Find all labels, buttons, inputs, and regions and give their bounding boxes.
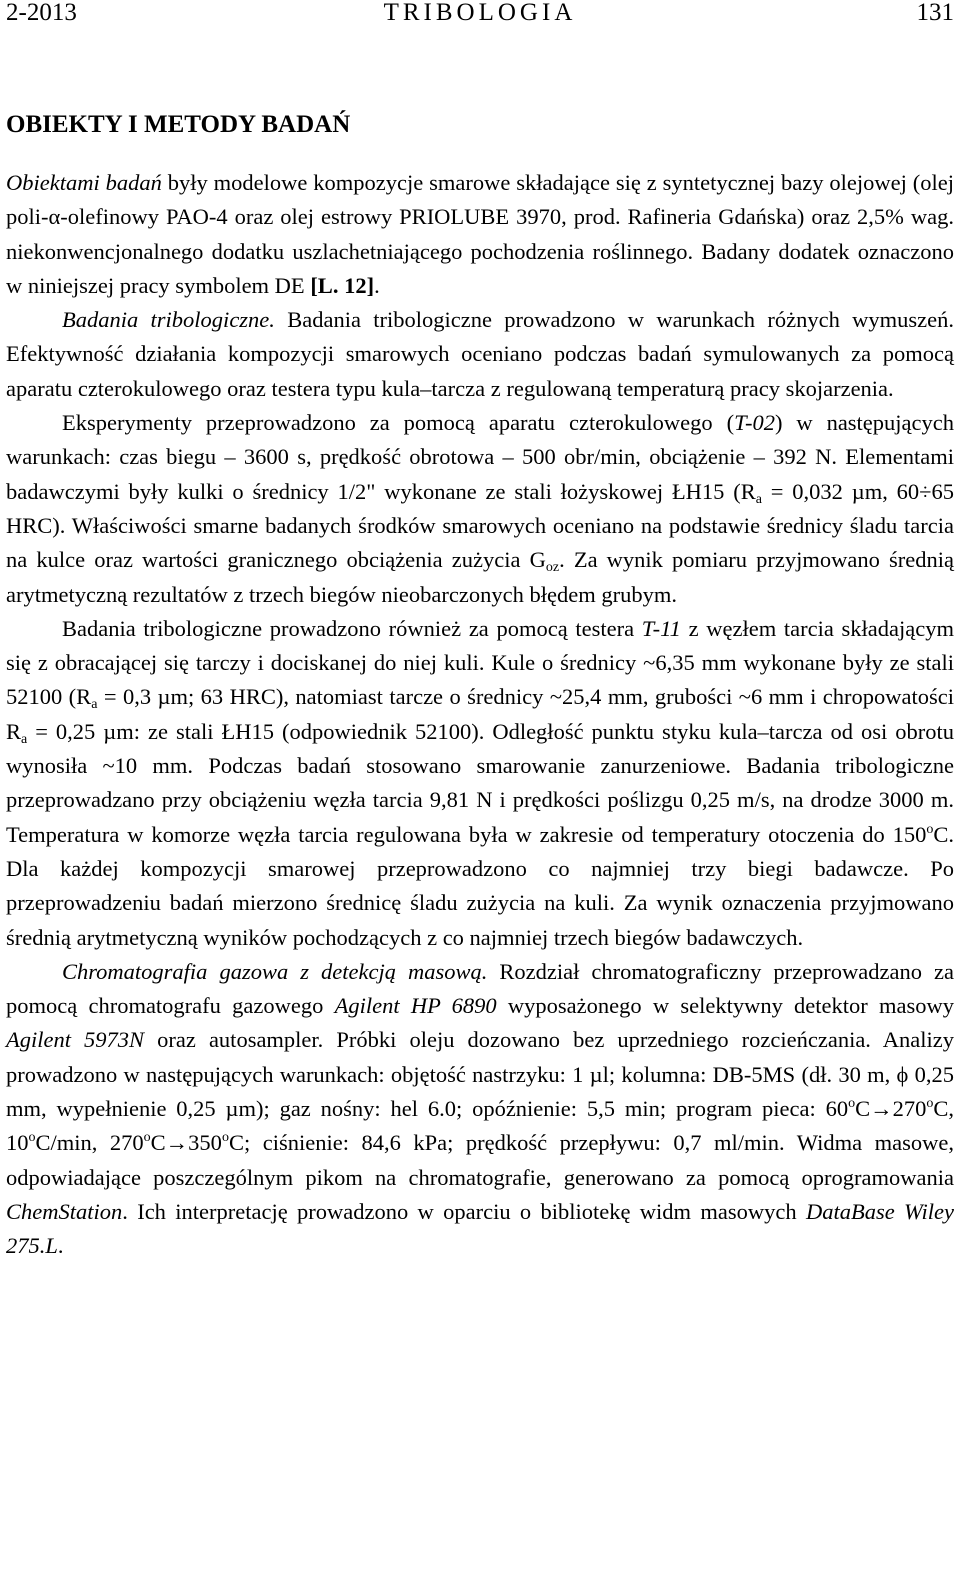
paragraph-objects: Obiektami badań były modelowe kompozycje smarowe składające się z syntetycznej bazy olejowej (olej poli-α-olefinowy PAO-4 oraz olej estrowy PRIOLUBE 3970, prod. Rafineria Gdańska) oraz 2,5% wag. niekonwencjonalnego dodatku uszlachetniającego pochodzenia roślinnego. Badany dodatek oznaczono w niniejszej pracy symbolem DE [L. 12]. bbox=[6, 170, 954, 298]
journal-name: TRIBOLOGIA bbox=[383, 0, 577, 26]
paragraph-lead: Chromatografia gazowa z detekcją masową. bbox=[62, 958, 488, 984]
paragraph-four-ball-tests: Eksperymenty przeprowadzono za pomocą aparatu czterokulowego (T-02) w następujących warunkach: czas biegu – 3600 s, prędkość obrotowa – 500 obr/min, obciążenie – 392 N. Elementami badawczymi były kulki o średnicy 1/2" wykonane ze stali łożyskowej ŁH15 ($R_a = 0,032$ µm, 60÷65 HRC). Właściwości smarne badanych środków smarowych oceniano na podstawie średnicy śladu tarcia na kulce oraz wartości granicznego obciążenia zużycia $G_{oz}$. Za wynik pomiaru przyjmowano średnią arytmetyczną rezultatów z trzech biegów nieobarczonych błędem grubym. bbox=[6, 410, 955, 607]
paragraph-lead: Obiektami badań bbox=[6, 170, 162, 195]
paragraph-lead: Badania tribologiczne. bbox=[62, 307, 275, 333]
running-head bbox=[6, 0, 954, 28]
section-title: OBIEKTY I METODY BADAŃ bbox=[6, 111, 351, 138]
paragraph-gc-ms: Chromatografia gazowa z detekcją masową. Rozdział chromatograficzny przeprowadzano za pomocą chromatografu gazowego Agilent HP 6890 wyposażonego w selektywny detektor masowy Agilent 5973N oraz autosampler. Próbki oleju dozowano bez uprzedniego rozcieńczania. Analizy prowadzono w następujących warunkach: objętość nastrzyku: 1 µl; kolumna: DB-5MS (dł. 30 m, ϕ 0,25 mm, wypełnienie 0,25 µm); gaz nośny: hel 6.0; opóźnienie: 5,5 min; program pieca: $60^oC\to 270^oC$, 10$^o$C/min, $270^oC\to 350^oC$; ciśnienie: 84,6 kPa; prędkość przepływu: 0,7 ml/min. Widma masowe, odpowiadające poszczególnym pikom na chromatografie, generowano za pomocą oprogramowania ChemStation. Ich interpretację prowadzono w oparciu o bibliotekę widm masowych DataBase Wiley 275.L. bbox=[6, 958, 955, 1259]
body-text bbox=[6, 166, 954, 1264]
device-name: T-11 bbox=[641, 615, 681, 641]
device-name: T-02 bbox=[734, 410, 775, 436]
page-number: 131 bbox=[916, 0, 954, 26]
issue-label: 2-2013 bbox=[6, 0, 77, 26]
paragraph-ball-on-disc-tests: Badania tribologiczne prowadzono również za pomocą testera T-11 z węzłem tarcia składającym się z obracającej się tarczy i dociskanej do niej kuli. Kule o średnicy ~6,35 mm wykonane były ze stali 52100 ($R_a = 0,3$ µm; 63 HRC), natomiast tarcze o średnicy ~25,4 mm, grubości ~6 mm i chropowatości $R_a = 0,25$ µm: ze stali ŁH15 (odpowiednik 52100). Odległość punktu styku kula–tarcza od osi obrotu wynosiła ~10 mm. Podczas badań stosowano smarowanie zanurzeniowe. Badania tribologiczne przeprowadzano przy obciążeniu węzła tarcia 9,81 N i prędkości poślizgu 0,25 m/s, na drodze 3000 m. Temperatura w komorze węzła tarcia regulowana była w zakresie od temperatury otoczenia do 150$^o$C. Dla każdej kompozycji smarowej przeprowadzono co najmniej trzy biegi badawcze. Po przeprowadzeniu badań mierzono średnicę śladu zużycia na kuli. Za wynik oznaczenia przyjmowano średnią arytmetyczną wyników pochodzących z co najmniej trzech biegów badawczych. bbox=[6, 615, 955, 950]
reference: [L. 12] bbox=[310, 272, 375, 298]
paragraph-tribological-tests: Badania tribologiczne. Badania tribologiczne prowadzono w warunkach różnych wymuszeń. Efektywność działania kompozycji smarowych oceniano podczas badań symulowanych za pomocą aparatu czterokulowego oraz testera typu kula–tarcza z regulowaną temperaturą pracy skojarzenia. bbox=[6, 307, 954, 401]
